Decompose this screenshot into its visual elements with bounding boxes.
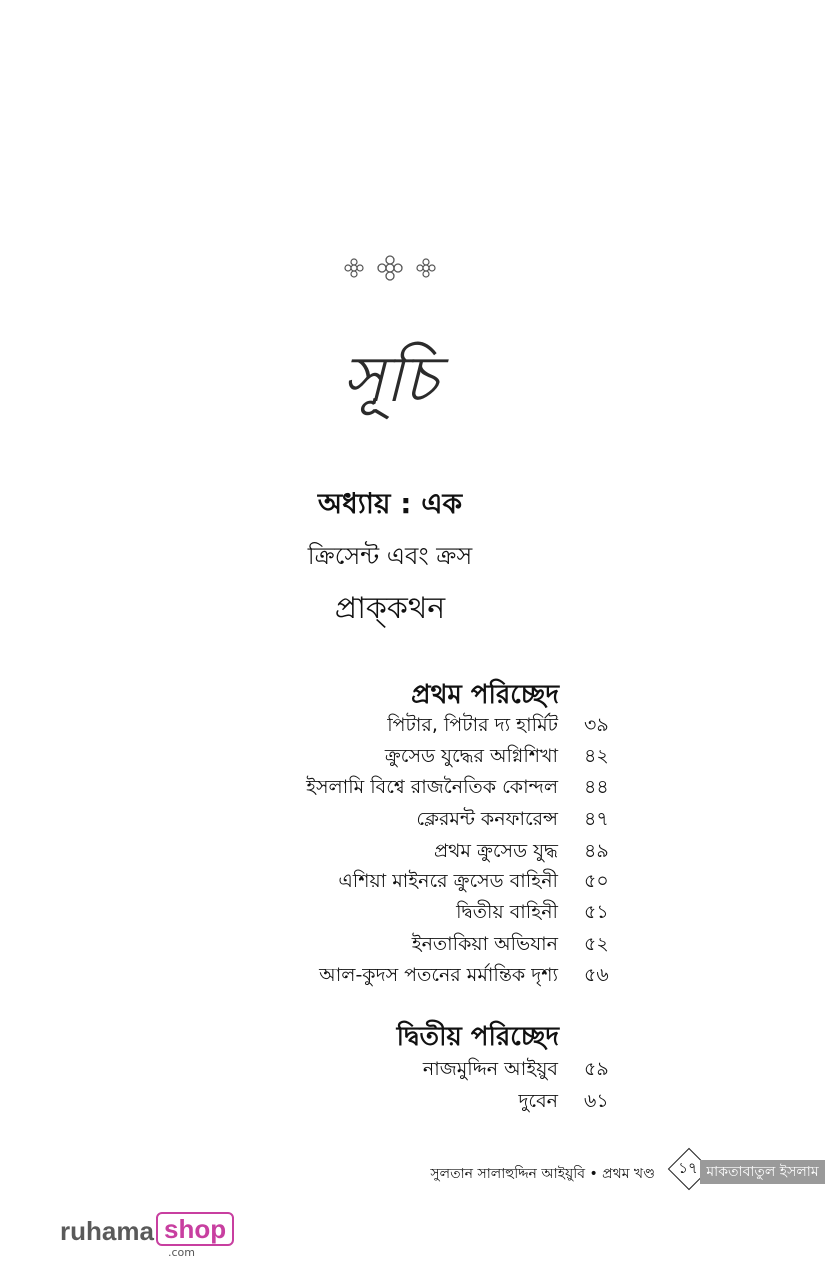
toc-entry-page: ৬১ <box>584 1090 609 1112</box>
toc-entry[interactable] <box>250 837 630 867</box>
toc-entry-page: ৪৪ <box>584 776 609 798</box>
toc-entry-page: ৪২ <box>584 745 609 767</box>
toc-entry-page: ৪৭ <box>584 808 609 830</box>
preface-title: প্রাক্‌কথন <box>334 591 446 626</box>
toc-entry-title: দ্বিতীয় বাহিনী <box>456 901 558 923</box>
toc-entry-page: ৫১ <box>584 901 609 923</box>
logo-shop: shop <box>156 1212 234 1246</box>
flower-icon <box>416 258 436 278</box>
chapter-subtitle: ক্রিসেন্ট এবং ক্রস <box>307 542 473 570</box>
toc-entry[interactable] <box>250 773 630 803</box>
toc-entry-title: ইনতাকিয়া অভিযান <box>411 933 558 955</box>
section-title: দ্বিতীয় পরিচ্ছেদ <box>396 1022 559 1052</box>
logo-domain: .com <box>168 1246 195 1259</box>
running-footer: সুলতান সালাহুদ্দিন আইয়ুবি • প্রথম খণ্ড <box>430 1166 655 1182</box>
toc-entry-page: ৫২ <box>584 933 609 955</box>
flower-icon <box>344 258 364 278</box>
flower-icon <box>377 255 403 281</box>
toc-entry-title: এশিয়া মাইনরে ক্রুসেড বাহিনী <box>338 870 558 892</box>
ruhama-shop-logo <box>60 1212 240 1260</box>
toc-entry[interactable] <box>250 711 630 741</box>
toc-entry[interactable] <box>250 930 630 960</box>
toc-entry[interactable] <box>250 1087 630 1117</box>
chapter-label: অধ্যায় : এক <box>317 487 463 520</box>
flower-ornament <box>330 250 450 290</box>
toc-entry[interactable] <box>250 961 630 991</box>
toc-entry-title: নাজমুদ্দিন আইয়ুব <box>422 1058 558 1080</box>
toc-entry[interactable] <box>250 805 630 835</box>
toc-entry-page: ৪৯ <box>584 840 609 862</box>
toc-entry-title: ক্রুসেড যুদ্ধের অগ্নিশিখা <box>384 745 558 767</box>
toc-entry-title: আল-কুদস পতনের মর্মান্তিক দৃশ্য <box>319 964 558 986</box>
toc-entry-page: ৫৬ <box>584 964 609 986</box>
toc-entry-page: ৫৯ <box>584 1058 609 1080</box>
section-title: প্রথম পরিচ্ছেদ <box>411 680 559 710</box>
toc-entry-title: প্রথম ক্রুসেড যুদ্ধ <box>433 840 558 862</box>
logo-brand: ruhama <box>60 1216 154 1246</box>
toc-entry-title: পিটার, পিটার দ্য হার্মিট <box>387 714 558 736</box>
contents-heading: সূচি <box>342 343 438 417</box>
toc-entry-title: ইসলামি বিশ্বে রাজনৈতিক কোন্দল <box>306 776 558 798</box>
toc-entry-title: দুবেন <box>518 1090 558 1112</box>
toc-entry[interactable] <box>250 742 630 772</box>
toc-entry-title: ক্লেরমন্ট কনফারেন্স <box>416 808 558 830</box>
page-number: ১৭ <box>678 1159 698 1177</box>
toc-entry[interactable] <box>250 1055 630 1085</box>
toc-entry-page: ৫০ <box>584 870 609 892</box>
publisher-band: মাকতাবাতুল ইসলাম <box>700 1160 825 1184</box>
toc-entry-page: ৩৯ <box>584 714 609 736</box>
toc-entry[interactable] <box>250 898 630 928</box>
toc-entry[interactable] <box>250 867 630 897</box>
